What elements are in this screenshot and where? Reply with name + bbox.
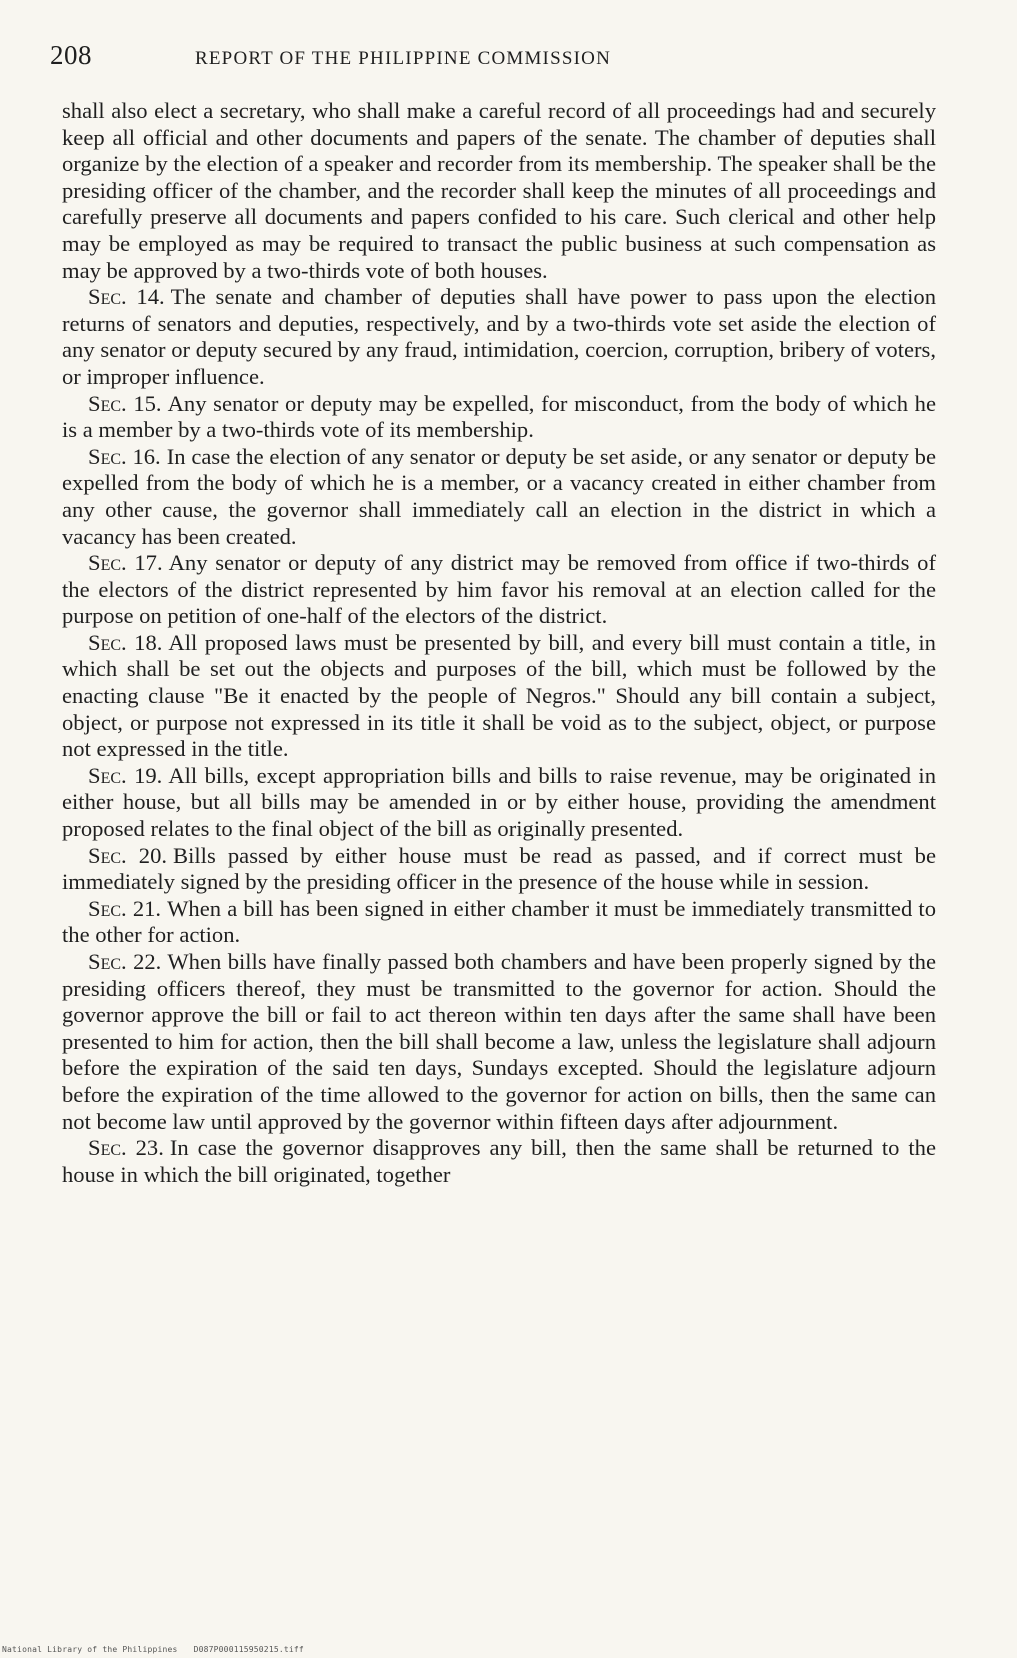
section-23 bbox=[62, 1135, 936, 1188]
section-text: In case the governor disapproves any bill, then the same shall be returned to the house in which the bill originated, together bbox=[62, 1135, 936, 1187]
section-label: Sec. 16. bbox=[88, 443, 161, 469]
scan-filename: D087P000115950215.tiff bbox=[193, 1645, 304, 1654]
section-label: Sec. 21. bbox=[88, 895, 162, 921]
section-text: Any senator or deputy may be expelled, for misconduct, from the body of which he is a member by a two-thirds vote of its membership. bbox=[62, 390, 936, 443]
section-text: In case the election of any senator or deputy be set aside, or any senator or deputy be expelled from the body of which he is a member, or a vacancy created in either chamber from any other cause, the governor shall immediately call an election in the district in which a vacancy has been created. bbox=[62, 443, 936, 549]
section-text: When bills have finally passed both chambers and have been properly signed by the presiding officers thereof, they must be transmitted to the governor for action. Should the governor approve the bill or fail to act thereon within ten days after the same shall have been presented to him for action, then the bill shall become a law, unless the legislature shall adjourn before the expiration of the said ten days, Sundays excepted. Should the legislature adjourn before the expiration of the time allowed to the governor for action on bills, then the same can not become law until approved by the governor within fifteen days after adjournment. bbox=[62, 949, 936, 1134]
section-text: Any senator or deputy of any district may be removed from office if two-thirds of the electors of the district represented by him favor his removal at an election called for the purpose on petition of one-half of the electors of the district. bbox=[62, 550, 936, 629]
section-label: Sec. 22. bbox=[88, 949, 162, 974]
page-number: 208 bbox=[50, 40, 92, 70]
section-21 bbox=[62, 896, 936, 949]
document-body bbox=[62, 98, 936, 1188]
section-label: Sec. 20. bbox=[88, 842, 168, 868]
scan-footer bbox=[2, 1645, 304, 1654]
section-label: Sec. 23. bbox=[88, 1135, 164, 1161]
section-text: The senate and chamber of deputies shall have power to pass upon the election returns of senators and deputies, respectively, and by a two-thirds vote set aside the election of any senator or deputy secured by any fraud, intimidation, coercion, corruption, bribery of voters, or improper influence. bbox=[62, 284, 936, 389]
section-17 bbox=[62, 550, 936, 630]
section-14 bbox=[62, 284, 936, 390]
section-19 bbox=[62, 763, 936, 843]
section-15 bbox=[62, 391, 936, 444]
section-text: All bills, except appropriation bills and bills to raise revenue, may be originated in either house, but all bills may be amended in or by either house, providing the amendment proposed relates to the final object of the bill as originally presented. bbox=[62, 762, 936, 842]
section-label: Sec. 18. bbox=[88, 629, 163, 655]
section-text: When a bill has been signed in either chamber it must be immediately transmitted to the other for action. bbox=[62, 895, 936, 948]
section-16 bbox=[62, 444, 936, 550]
paragraph-continuation bbox=[62, 98, 936, 284]
section-label: Sec. 15. bbox=[88, 390, 162, 416]
section-label: Sec. 17. bbox=[88, 550, 163, 576]
running-head: REPORT OF THE PHILIPPINE COMMISSION bbox=[195, 48, 611, 69]
section-22 bbox=[62, 949, 936, 1135]
paragraph-text: shall also elect a secretary, who shall make a careful record of all proceedings had and securely keep all official and other documents and papers of the senate. The chamber of deputies shall organize by the election of a speaker and recorder from its membership. The speaker shall be the presiding officer of the chamber, and the recorder shall keep the minutes of all proceedings and carefully preserve all documents and papers confided to his care. Such clerical and other help may be employed as may be required to transact the public business at such compensation as may be approved by a two-thirds vote of both houses. bbox=[62, 98, 936, 283]
library-credit: National Library of the Philippines bbox=[2, 1645, 178, 1654]
section-label: Sec. 14. bbox=[88, 284, 165, 310]
section-text: All proposed laws must be presented by bill, and every bill must contain a title, in which shall be set out the objects and purposes of the bill, which must be followed by the enacting clause "Be it enacted by the people of Negros." Should any bill contain a subject, object, or purpose not expressed in its title it shall be void as to the subject, object, or purpose not expressed in the title. bbox=[62, 629, 936, 762]
section-text: Bills passed by either house must be read as passed, and if correct must be immediately signed by the presiding officer in the presence of the house while in session. bbox=[62, 842, 936, 895]
page-header bbox=[50, 40, 950, 80]
section-18 bbox=[62, 630, 936, 763]
section-20 bbox=[62, 843, 936, 896]
section-label: Sec. 19. bbox=[88, 762, 163, 788]
